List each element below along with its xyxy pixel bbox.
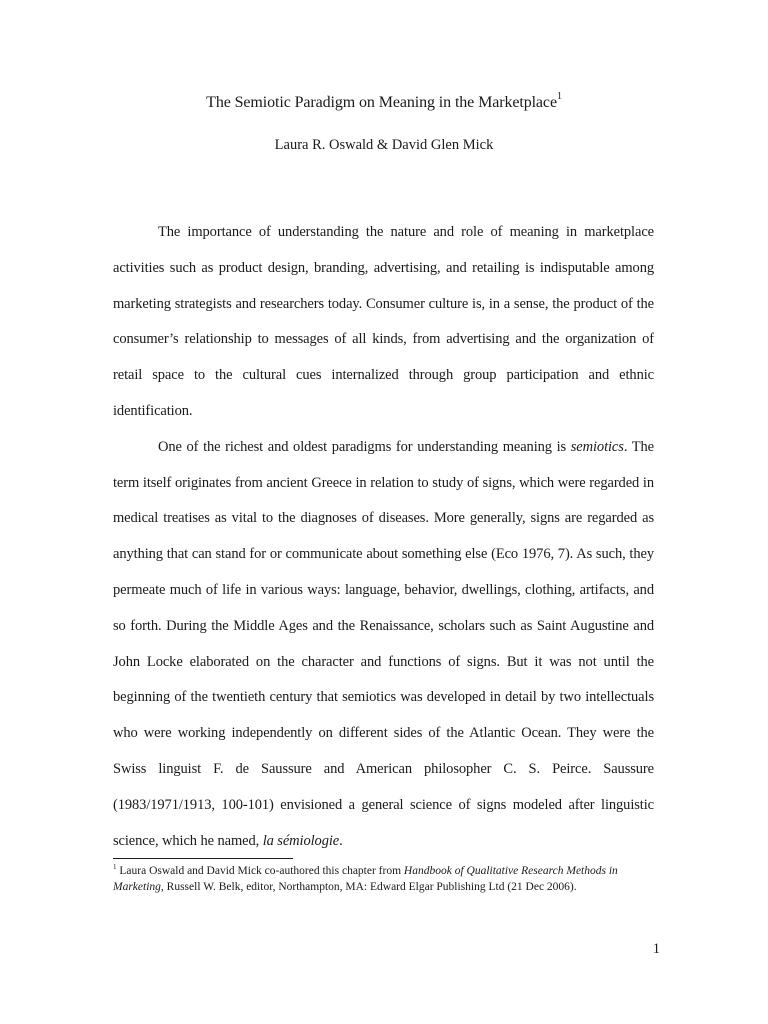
- document-title: [0, 90, 768, 113]
- paragraph-2-text-b: . The term itself originates from ancient Greece in relation to study of signs, which were regarded in medical treatises as vital to the diagnoses of diseases. More generally, signs are regarded as anything that can stand for or communicate about something else (Eco 1976, 7). As such, they permeate much of life in various ways: language, behavior, dwellings, clothing, artifacts, and so forth. During the Middle Ages and the Renaissance, scholars such as Saint Augustine and John Locke elaborated on the character and functions of signs. But it was not until the beginning of the twentieth century that semiotics was developed in detail by two intellectuals who were working independently on different sides of the Atlantic Ocean. They were the Swiss linguist F. de Saussure and American philosopher C. S. Peirce. Saussure (1983/1971/1913, 100-101) envisioned a general science of signs modeled after linguistic science, which he named,: [113, 438, 654, 849]
- paragraph-2-italic-term-semiotics: semiotics: [570, 438, 624, 455]
- document-authors: Laura R. Oswald & David Glen Mick: [274, 137, 494, 153]
- paragraph-2-text-c: .: [339, 832, 343, 849]
- footnote-text-before: Laura Oswald and David Mick co-authored this chapter from: [116, 865, 404, 877]
- footnote-text-after: , Russell W. Belk, editor, Northampton, MA: Edward Elgar Publishing Ltd (21 Dec 2006).: [160, 881, 577, 893]
- paragraph-2-italic-term-semiologie: la sémiologie: [262, 832, 340, 849]
- paragraph-2: [113, 430, 654, 860]
- footnote-marker: 1: [113, 863, 117, 872]
- title-footnote-marker: 1: [556, 90, 562, 102]
- paragraph-1-text: The importance of understanding the nature and role of meaning in marketplace activities such as product design, branding, advertising, and retailing is indisputable among marketing strategists and researchers today. Consumer culture is, in a sense, the product of the consumer’s relationship to messages of all kinds, from advertising and the organization of retail space to the cultural cues internalized through group participation and ethnic identification.: [113, 224, 654, 419]
- paragraph-1: [113, 215, 654, 430]
- title-text: The Semiotic Paradigm on Meaning in the Marketplace: [206, 94, 557, 111]
- page-number: 1: [652, 941, 660, 957]
- document-body: [113, 215, 654, 859]
- paragraph-2-text-a: One of the richest and oldest paradigms for understanding meaning is: [158, 438, 571, 455]
- footnote-separator: [113, 858, 293, 859]
- footnote: [113, 863, 658, 895]
- footnote-book-title: Handbook of Qualitative Research Methods in Marketing: [113, 865, 618, 893]
